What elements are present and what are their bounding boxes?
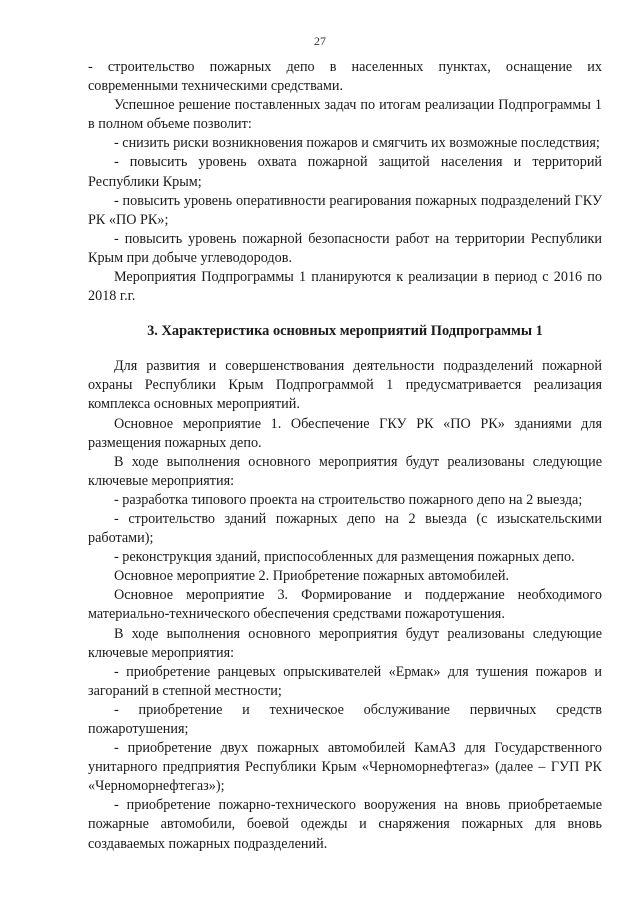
paragraph: Для развития и совершенствования деятельности подразделений пожарной охраны Республики Крым Подпрограммой 1 предусматривается реализация комплекса основных мероприятий.: [88, 358, 602, 413]
document-body: [88, 58, 602, 854]
paragraph: Мероприятия Подпрограммы 1 планируются к реализации в период с 2016 по 2018 г.г.: [88, 269, 602, 305]
paragraph: Основное мероприятие 2. Приобретение пожарных автомобилей.: [114, 568, 510, 585]
list-item: - повысить уровень пожарной безопасности работ на территории Республики Крым при добыче углеводородов.: [88, 230, 602, 266]
list-item: - повысить уровень оперативности реагирования пожарных подразделений ГКУ РК «ПО РК»;: [88, 192, 602, 228]
list-item: - повысить уровень охвата пожарной защитой населения и территорий Республики Крым;: [88, 154, 602, 190]
page-number: 27: [314, 34, 326, 48]
paragraph: Основное мероприятие 1. Обеспечение ГКУ РК «ПО РК» зданиями для размещения пожарных депо.: [88, 415, 602, 451]
list-item: - разработка типового проекта на строительство пожарного депо на 2 выезда;: [114, 491, 583, 508]
list-item: - приобретение ранцевых опрыскивателей «Ермак» для тушения пожаров и загораний в степной местности;: [88, 663, 602, 699]
list-item: - приобретение пожарно-технического вооружения на вновь приобретаемые пожарные автомобили, боевой одежды и снаряжения пожарных для вновь создаваемых пожарных подразделений.: [88, 797, 602, 852]
section-heading: 3. Характеристика основных мероприятий Подпрограммы 1: [147, 323, 543, 340]
paragraph: В ходе выполнения основного мероприятия будут реализованы следующие ключевые мероприятия:: [88, 625, 602, 661]
paragraph: Успешное решение поставленных задач по итогам реализации Подпрограммы 1 в полном объеме позволит:: [88, 97, 602, 133]
paragraph: - строительство пожарных депо в населенных пунктах, оснащение их современными техническими средствами.: [88, 59, 602, 95]
paragraph: Основное мероприятие 3. Формирование и поддержание необходимого материально-технического обеспечения средствами пожаротушения.: [88, 587, 602, 623]
list-item: - строительство зданий пожарных депо на 2 выезда (с изыскательскими работами);: [88, 510, 602, 547]
list-item: - приобретение двух пожарных автомобилей КамАЗ для Государственного унитарного предприятия Республики Крым «Черноморнефтегаз» (далее – ГУП РК «Черноморнефтегаз»);: [88, 740, 602, 795]
list-item: - реконструкция зданий, приспособленных для размещения пожарных депо.: [114, 549, 575, 566]
list-item: - снизить риски возникновения пожаров и смягчить их возможные последствия;: [114, 135, 600, 152]
list-item: - приобретение и техническое обслуживание первичных средств пожаротушения;: [88, 701, 602, 737]
paragraph: В ходе выполнения основного мероприятия будут реализованы следующие ключевые мероприятия:: [88, 453, 602, 489]
